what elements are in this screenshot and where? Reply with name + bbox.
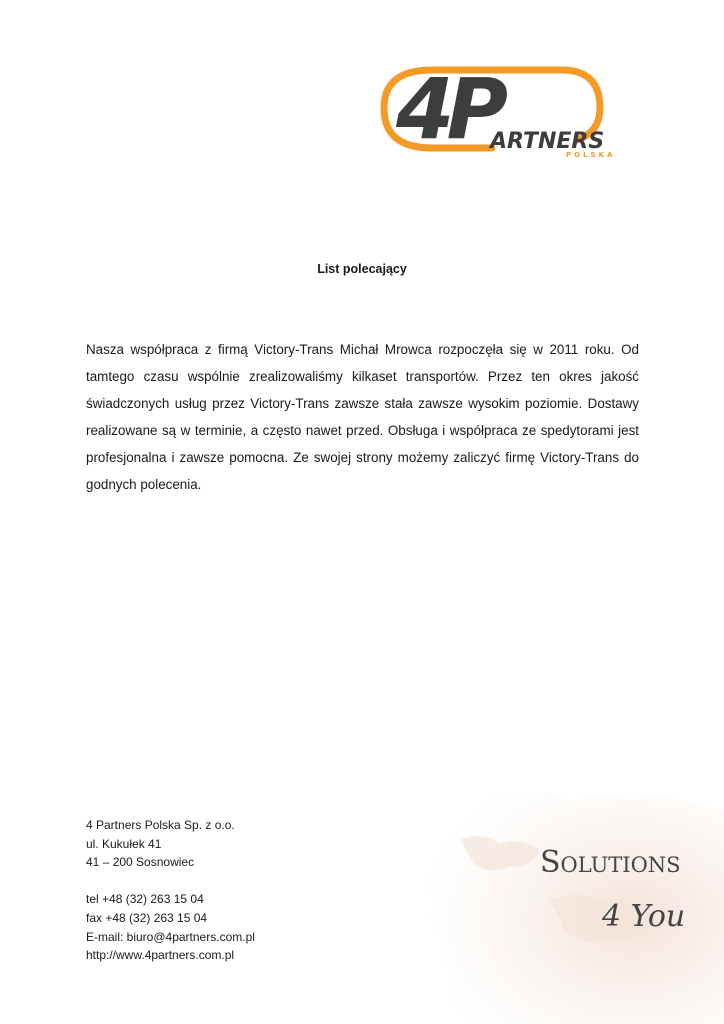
- slogan: [536, 832, 716, 942]
- slogan-line2: 4 You: [602, 899, 686, 934]
- address-company: 4 Partners Polska Sp. z o.o.: [86, 818, 235, 832]
- company-address: [86, 816, 255, 965]
- logo-word: ARTNERS: [490, 129, 605, 154]
- logo-4p: 4P: [396, 60, 501, 158]
- company-logo: [372, 56, 628, 166]
- address-tel: tel +48 (32) 263 15 04: [86, 892, 204, 907]
- address-street: ul. Kukułek 41: [86, 836, 162, 851]
- address-city: 41 – 200 Sosnowiec: [86, 855, 195, 870]
- address-website: http://www.4partners.com.pl: [86, 948, 235, 963]
- slogan-line1: Solutions: [540, 845, 681, 880]
- document-title: List polecający: [317, 262, 407, 276]
- logo-sub: POLSKA: [566, 151, 616, 159]
- address-email: E-mail: biuro@4partners.com.pl: [86, 929, 255, 944]
- address-spacer: [86, 872, 255, 891]
- address-fax: fax +48 (32) 263 15 04: [86, 910, 208, 925]
- letter-body: Nasza współpraca z firmą Victory-Trans Michał Mrowca rozpoczęła się w 2011 roku. Od tamtego czasu wspólnie zrealizowaliśmy kilkaset transportów. Przez ten okres jakość świadczonych usług przez Victory-Trans zawsze stała zawsze wysokim poziomie. Dostawy realizowane są w terminie, a często nawet przed. Obsługa i współpraca ze spedytorami jest profesjonalna i zawsze pomocna. Ze swojej strony możemy zaliczyć firmę Victory-Trans do godnych polecenia.: [86, 342, 639, 492]
